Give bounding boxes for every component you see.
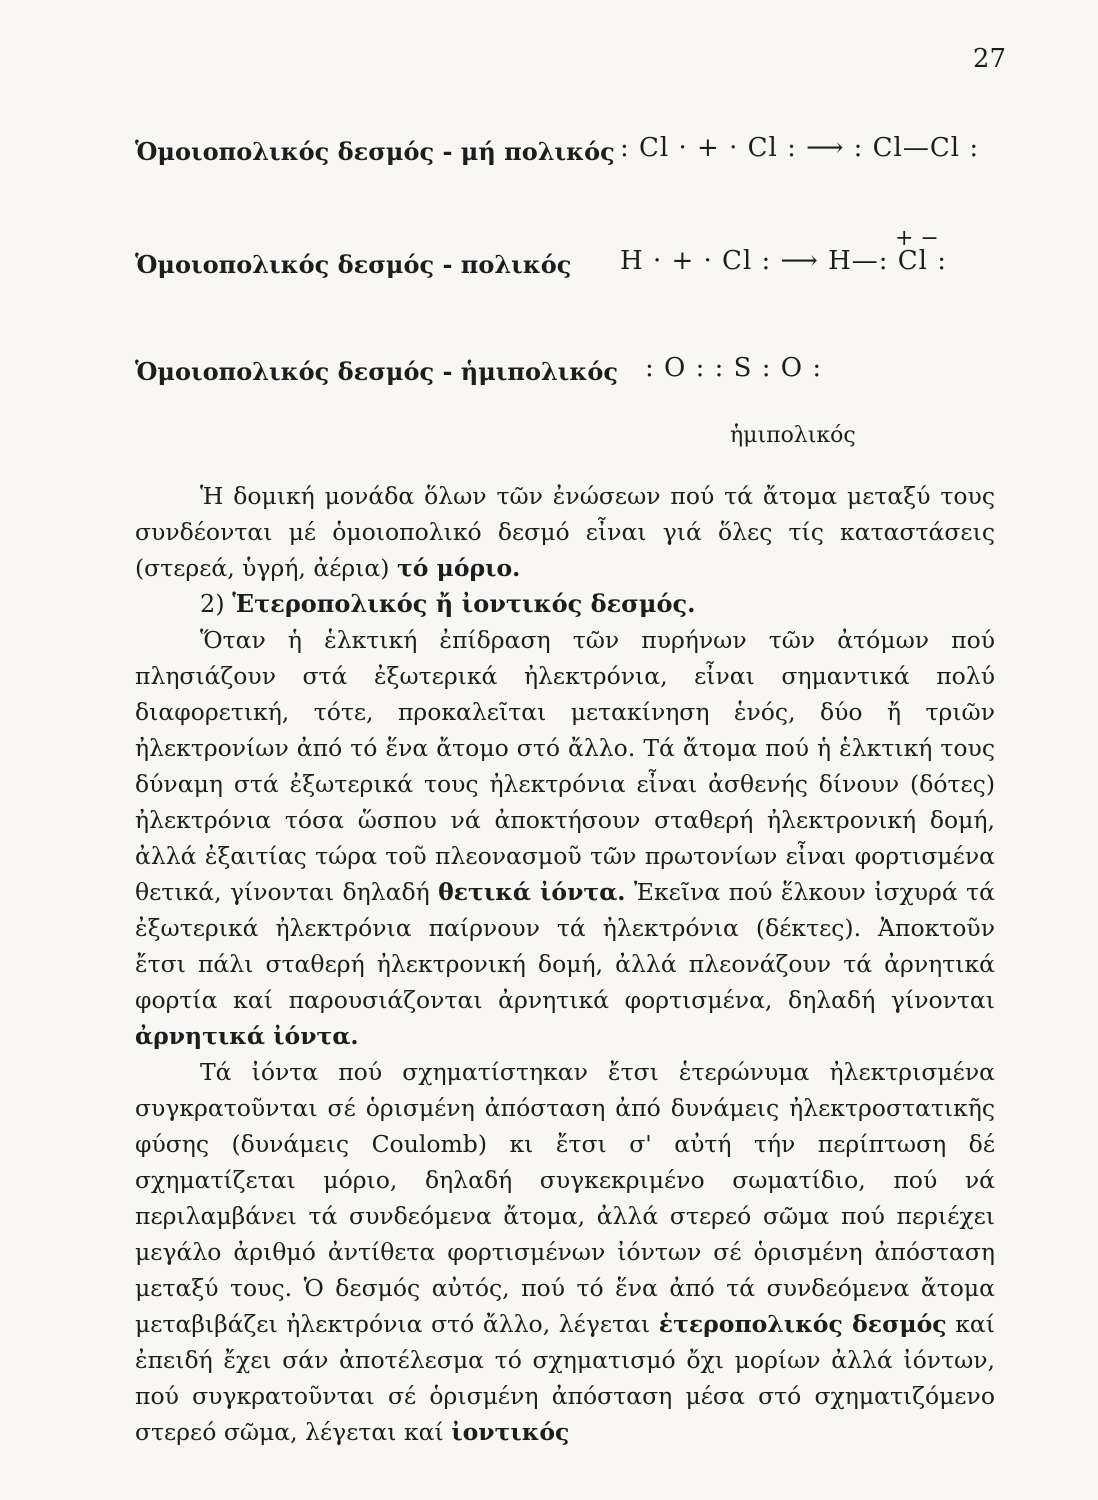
- page-number: 27: [972, 44, 1006, 74]
- body-text: [135, 478, 995, 1450]
- charge-signs: + −: [895, 226, 939, 251]
- paragraph-ionic-bond: Τά ἰόντα πού σχηματίστηκαν ἔτσι ἑτερώνυμα ἠλεκτρισμένα συγκρατοῦνται σέ ὁρισμένη ἀπόσταση ἀπό δυνάμεις ἠλεκτροστατικῆς φύσης (δυνάμεις Coulomb) κι ἔτσι σ' αὐτή τήν περίπτωση δέ σχηματίζεται μόριο, δηλαδή συγκεκριμένο σωματίδιο, πού νά περιλαμβάνει τά συνδεόμενα ἄτομα, ἀλλά στερεό σῶμα πού περιέχει μεγάλο ἀριθμό ἀντίθετα φορτισμένων ἰόντων σέ ὁρισμένη ἀπόσταση μεταξύ τους. Ὁ δεσμός αὐτός, πού τό ἕνα ἀπό τά συνδεόμενα ἄτομα μεταβιβάζει ἠλεκτρόνια στό ἄλλο, λέγεται ἑτεροπολικός δεσμός καί ἐπειδή ἔχει σάν ἀποτέλεσμα τό σχηματισμό ὄχι μορίων ἀλλά ἰόντων, πού συγκρατοῦνται σέ ὁρισμένη ἀπόσταση μέσα στό σχηματιζόμενο στερεό σῶμα, λέγεται καί ἰοντικός: [135, 1058, 995, 1446]
- formula-polar: H · + · Cl : ⟶ H—: Cl :: [620, 246, 948, 276]
- paragraph-molecule: Ἡ δομική μονάδα ὅλων τῶν ἐνώσεων πού τά ἄτομα μεταξύ τους συνδέονται μέ ὁμοιοπολικό δεσμό εἶναι γιά ὅλες τίς καταστάσεις (στερεά, ὑγρή, ἀέρια) τό μόριο.: [135, 482, 995, 582]
- section-heading: 2) Ἑτεροπολικός ἤ ἰοντικός δεσμός.: [200, 589, 696, 618]
- paragraph-ions: Ὅταν ἡ ἑλκτική ἐπίδραση τῶν πυρήνων τῶν ἀτόμων πού πλησιάζουν στά ἐξωτερικά ἠλεκτρόνια, εἶναι σημαντικά πολύ διαφορετική, τότε, προκαλεῖται μετακίνηση ἑνός, δύο ἤ τριῶν ἠλεκτρονίων ἀπό τό ἕνα ἄτομο στό ἄλλο. Τά ἄτομα πού ἡ ἑλκτική τους δύναμη στά ἐξωτερικά τους ἠλεκτρόνια εἶναι ἀσθενής δίνουν (δότες) ἠλεκτρόνια τόσα ὥσπου νά ἀποκτήσουν σταθερή ἠλεκτρονική δομή, ἀλλά ἐξαιτίας τώρα τοῦ πλεονασμοῦ τῶν πρωτονίων εἶναι φορτισμένα θετικά, γίνονται δηλαδή θετικά ἰόντα. Ἐκεῖνα πού ἕλκουν ἰσχυρά τά ἐξωτερικά ἠλεκτρόνια παίρνουν τά ἠλεκτρόνια (δέκτες). Ἀποκτοῦν ἔτσι πάλι σταθερή ἠλεκτρονική δομή, ἀλλά πλεονάζουν τά ἀρνητικά φορτία καί παρουσιάζονται ἀρνητικά φορτισμένα, δηλαδή γίνονται ἀρνητικά ἰόντα.: [135, 626, 995, 1050]
- bond-label-nonpolar: Ὁμοιοπολικός δεσμός - μή πολικός: [135, 137, 615, 166]
- formula-nonpolar: : Cl · + · Cl : ⟶ : Cl—Cl :: [620, 133, 980, 163]
- bond-row-semipolar: [135, 345, 1028, 448]
- bond-row-polar: [135, 226, 1028, 298]
- bond-row-nonpolar: [135, 125, 1028, 185]
- formula-semipolar: : O : : S : O :: [645, 353, 823, 383]
- bond-label-polar: Ὁμοιοπολικός δεσμός - πολικός: [135, 250, 572, 279]
- semipolar-note: ἡμιπολικός: [730, 423, 856, 448]
- bond-label-semipolar: Ὁμοιοπολικός δεσμός - ἡμιπολικός: [135, 357, 619, 386]
